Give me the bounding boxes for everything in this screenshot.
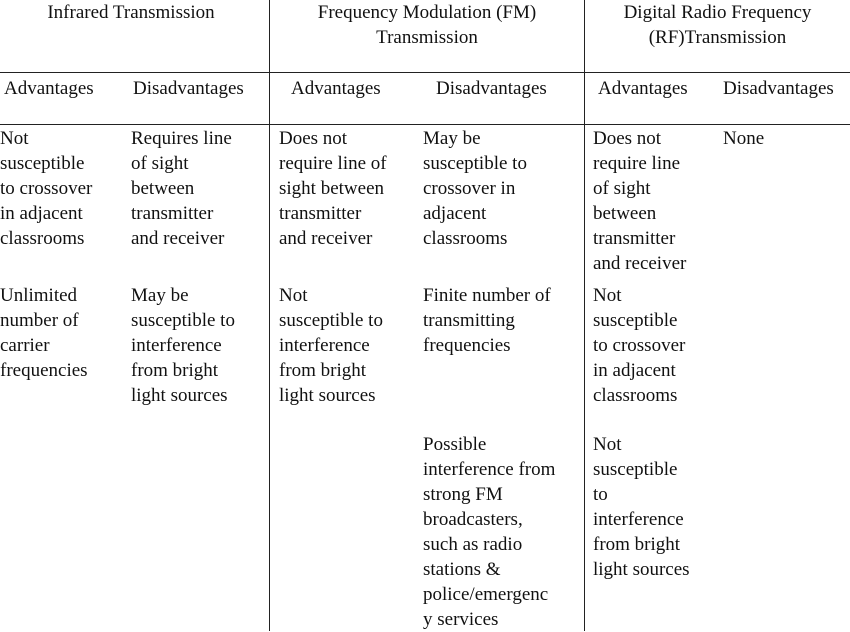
cell-r2-infrared-advantage: Unlimited number of carrier frequencies	[0, 285, 88, 381]
subheader-infrared-disadvantages: Disadvantages	[133, 78, 244, 99]
header-divider	[0, 72, 850, 73]
cell-r1-infrared-disadvantage: Requires line of sight between transmitter and receiver	[131, 128, 232, 249]
cell-r3-fm-disadvantage: Possible interference from strong FM broadcasters, such as radio stations & police/emergenc y services	[423, 434, 556, 630]
cell-r1-fm-disadvantage: May be susceptible to crossover in adjacent classrooms	[423, 128, 527, 249]
subheader-divider	[0, 124, 850, 125]
cell-r2-rf-advantage: Not susceptible to crossover in adjacent classrooms	[593, 285, 686, 406]
subheader-infrared-advantages: Advantages	[4, 78, 94, 99]
cell-r2-infrared-disadvantage: May be susceptible to interference from bright light sources	[131, 285, 235, 406]
group-header-rf: Digital Radio Frequency (RF)Transmission	[623, 2, 812, 48]
cell-r1-fm-advantage: Does not require line of sight between transmitter and receiver	[279, 128, 387, 249]
cell-r2-fm-advantage: Not susceptible to interference from bright light sources	[279, 285, 383, 406]
cell-r1-rf-advantage: Does not require line of sight between transmitter and receiver	[593, 128, 687, 274]
group-header-infrared: Infrared Transmission	[47, 2, 215, 23]
subheader-fm-disadvantages: Disadvantages	[436, 78, 547, 99]
subheader-rf-disadvantages: Disadvantages	[723, 78, 834, 99]
subheader-fm-advantages: Advantages	[291, 78, 381, 99]
cell-r2-fm-disadvantage: Finite number of transmitting frequencies	[423, 285, 551, 356]
column-divider-fm-rf	[584, 0, 585, 631]
group-header-fm: Frequency Modulation (FM) Transmission	[317, 2, 537, 48]
cell-r3-rf-advantage: Not susceptible to interference from bright light sources	[593, 434, 690, 580]
cell-r1-infrared-advantage: Not susceptible to crossover in adjacent classrooms	[0, 128, 93, 249]
subheader-rf-advantages: Advantages	[598, 78, 688, 99]
cell-r1-rf-disadvantage: None	[723, 128, 765, 149]
column-divider-infrared-fm	[269, 0, 270, 631]
